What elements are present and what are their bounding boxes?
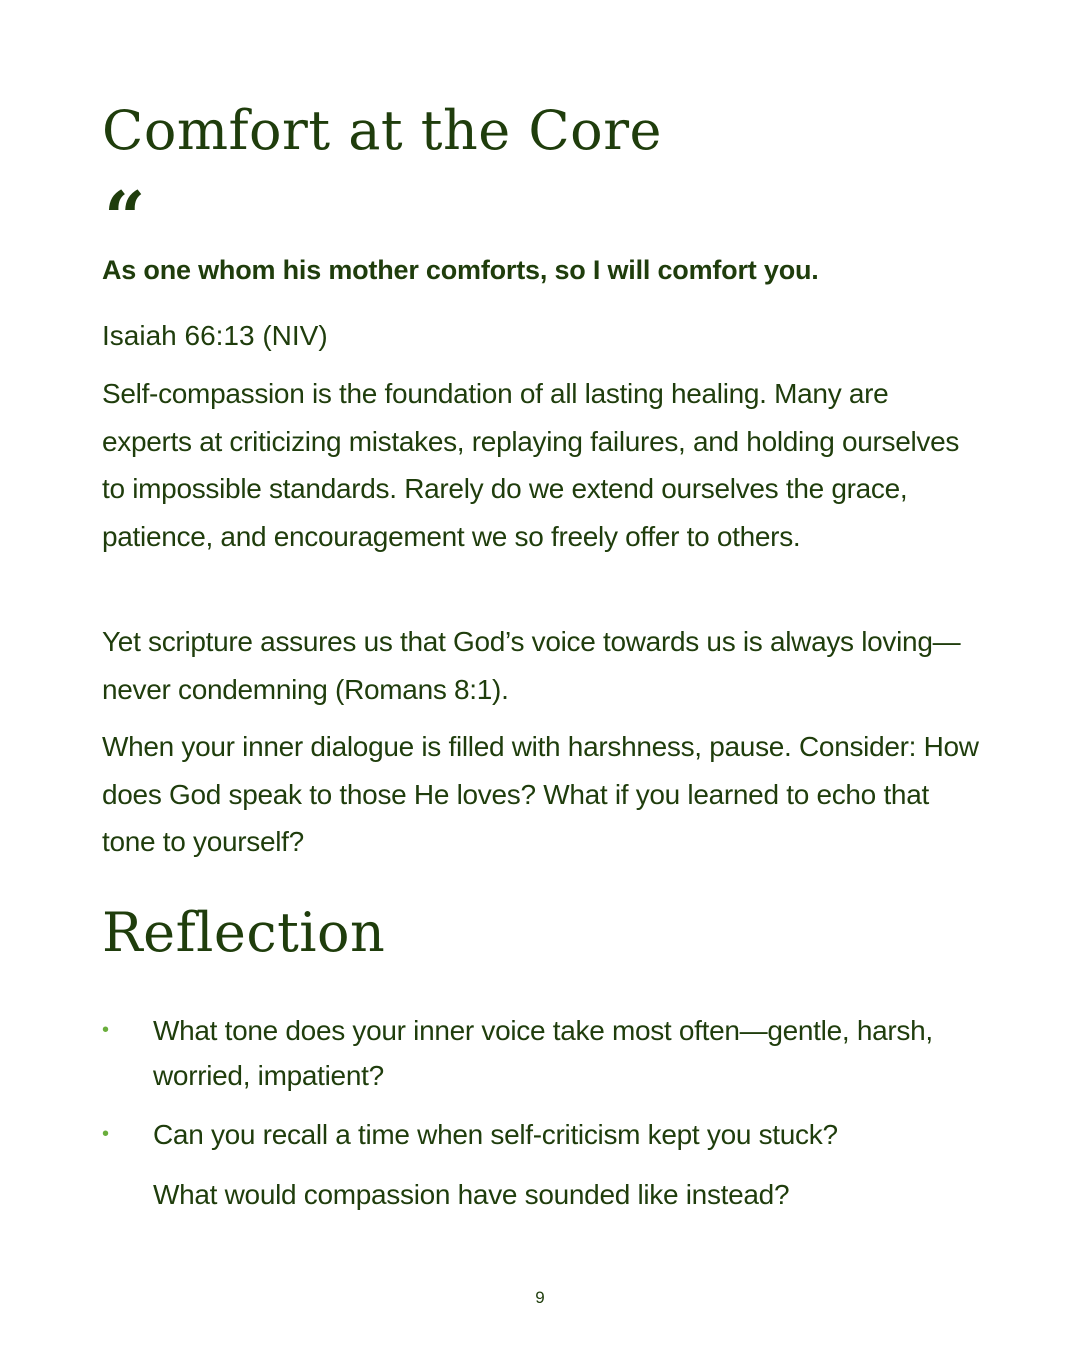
list-item	[102, 1008, 982, 1098]
page-number: 9	[535, 1288, 545, 1307]
scripture-verse: As one whom his mother comforts, so I will comfort you.	[102, 255, 819, 285]
reflection-question-1: What tone does your inner voice take most often—gentle, harsh, worried, impatient?	[153, 1015, 933, 1091]
body-paragraph-3: When your inner dialogue is filled with harshness, pause. Consider: How does God speak to those He loves? What if you learned to echo that tone to yourself?	[102, 731, 979, 857]
page-title: Comfort at the Core	[102, 99, 662, 162]
quote-mark-icon: “	[104, 175, 146, 260]
bullet-icon: •	[102, 1123, 109, 1145]
reflection-list	[102, 1008, 982, 1231]
bullet-icon: •	[102, 1019, 109, 1041]
body-paragraph-1: Self-compassion is the foundation of all lasting healing. Many are experts at criticizing mistakes, replaying failures, and holding ourselves to impossible standards. Rarely do we extend ourselves the grace, patience, and encouragement we so freely offer to others.	[102, 378, 960, 552]
list-item	[102, 1112, 982, 1217]
body-paragraph-2: Yet scripture assures us that God’s voice towards us is always loving—never condemning (Romans 8:1).	[102, 626, 961, 705]
reflection-question-2-continuation: What would compassion have sounded like instead?	[153, 1179, 790, 1210]
reflection-heading: Reflection	[102, 901, 386, 964]
reflection-question-2: Can you recall a time when self-criticism kept you stuck?	[153, 1119, 838, 1150]
scripture-citation: Isaiah 66:13 (NIV)	[102, 320, 328, 351]
